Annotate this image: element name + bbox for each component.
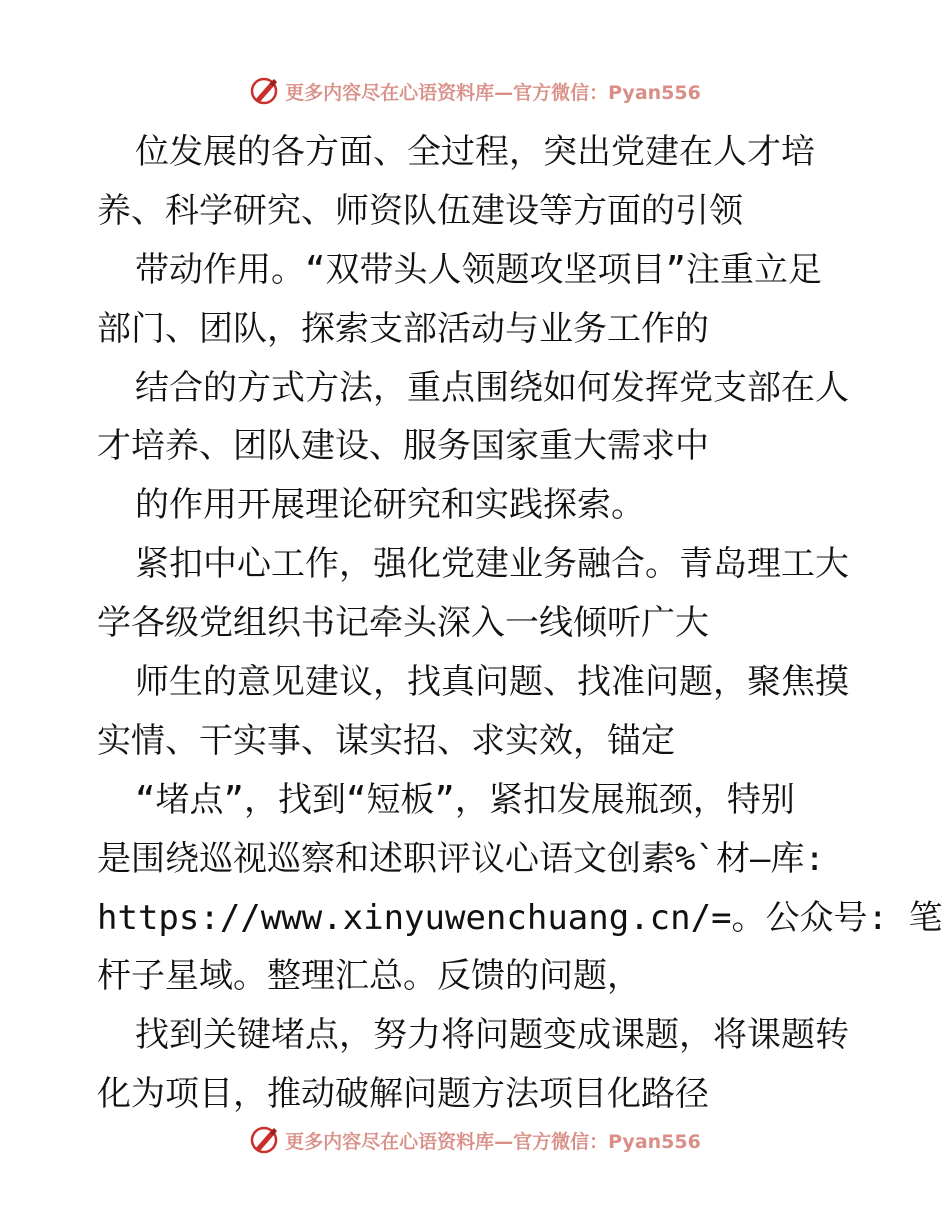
- body-line: 才培养、团队建设、服务国家重大需求中: [97, 426, 709, 467]
- footer-watermark: [0, 1125, 950, 1155]
- body-line: 位发展的各方面、全过程，突出党建在人才培: [135, 132, 815, 172]
- watermark-text: 更多内容尽在心语资料库—官方微信：Pyan556: [285, 1130, 701, 1153]
- body-line: 师生的意见建议，找真问题、找准问题，聚焦摸: [135, 662, 849, 703]
- body-line: 化为项目，推动破解问题方法项目化路径: [97, 1074, 709, 1115]
- body-line: https://www.xinyuwenchuang.cn/=。公众号: 笔: [97, 897, 943, 938]
- document-body: [97, 123, 943, 1124]
- body-line: 带动作用。“双带头人领题攻坚项目”注重立足: [135, 249, 822, 290]
- body-line: 杆子星域。整理汇总。反馈的问题，: [97, 956, 641, 997]
- body-line: 实情、干实事、谋实招、求实效，锚定: [97, 720, 675, 761]
- pen-logo-icon: [249, 76, 281, 106]
- body-line: 紧扣中心工作，强化党建业务融合。青岛理工大: [135, 544, 849, 585]
- body-line: 结合的方式方法，重点围绕如何发挥党支部在人: [135, 367, 849, 408]
- body-line: 养、科学研究、师资队伍建设等方面的引领: [97, 190, 743, 231]
- watermark-text: 更多内容尽在心语资料库—官方微信：Pyan556: [285, 81, 701, 104]
- body-line: “堵点”，找到“短板”，紧扣发展瓶颈，特别: [135, 779, 795, 820]
- body-line: 部门、团队，探索支部活动与业务工作的: [97, 308, 709, 349]
- body-line: 是围绕巡视巡察和述职评议心语文创素%`材—库:: [97, 838, 825, 879]
- pen-logo-icon: [249, 1125, 281, 1155]
- body-line: 的作用开展理论研究和实践探索。: [135, 485, 645, 526]
- body-line: 找到关键堵点，努力将问题变成课题，将课题转: [135, 1015, 849, 1056]
- body-line: 学各级党组织书记牵头深入一线倾听广大: [97, 603, 709, 644]
- header-watermark: [0, 76, 950, 106]
